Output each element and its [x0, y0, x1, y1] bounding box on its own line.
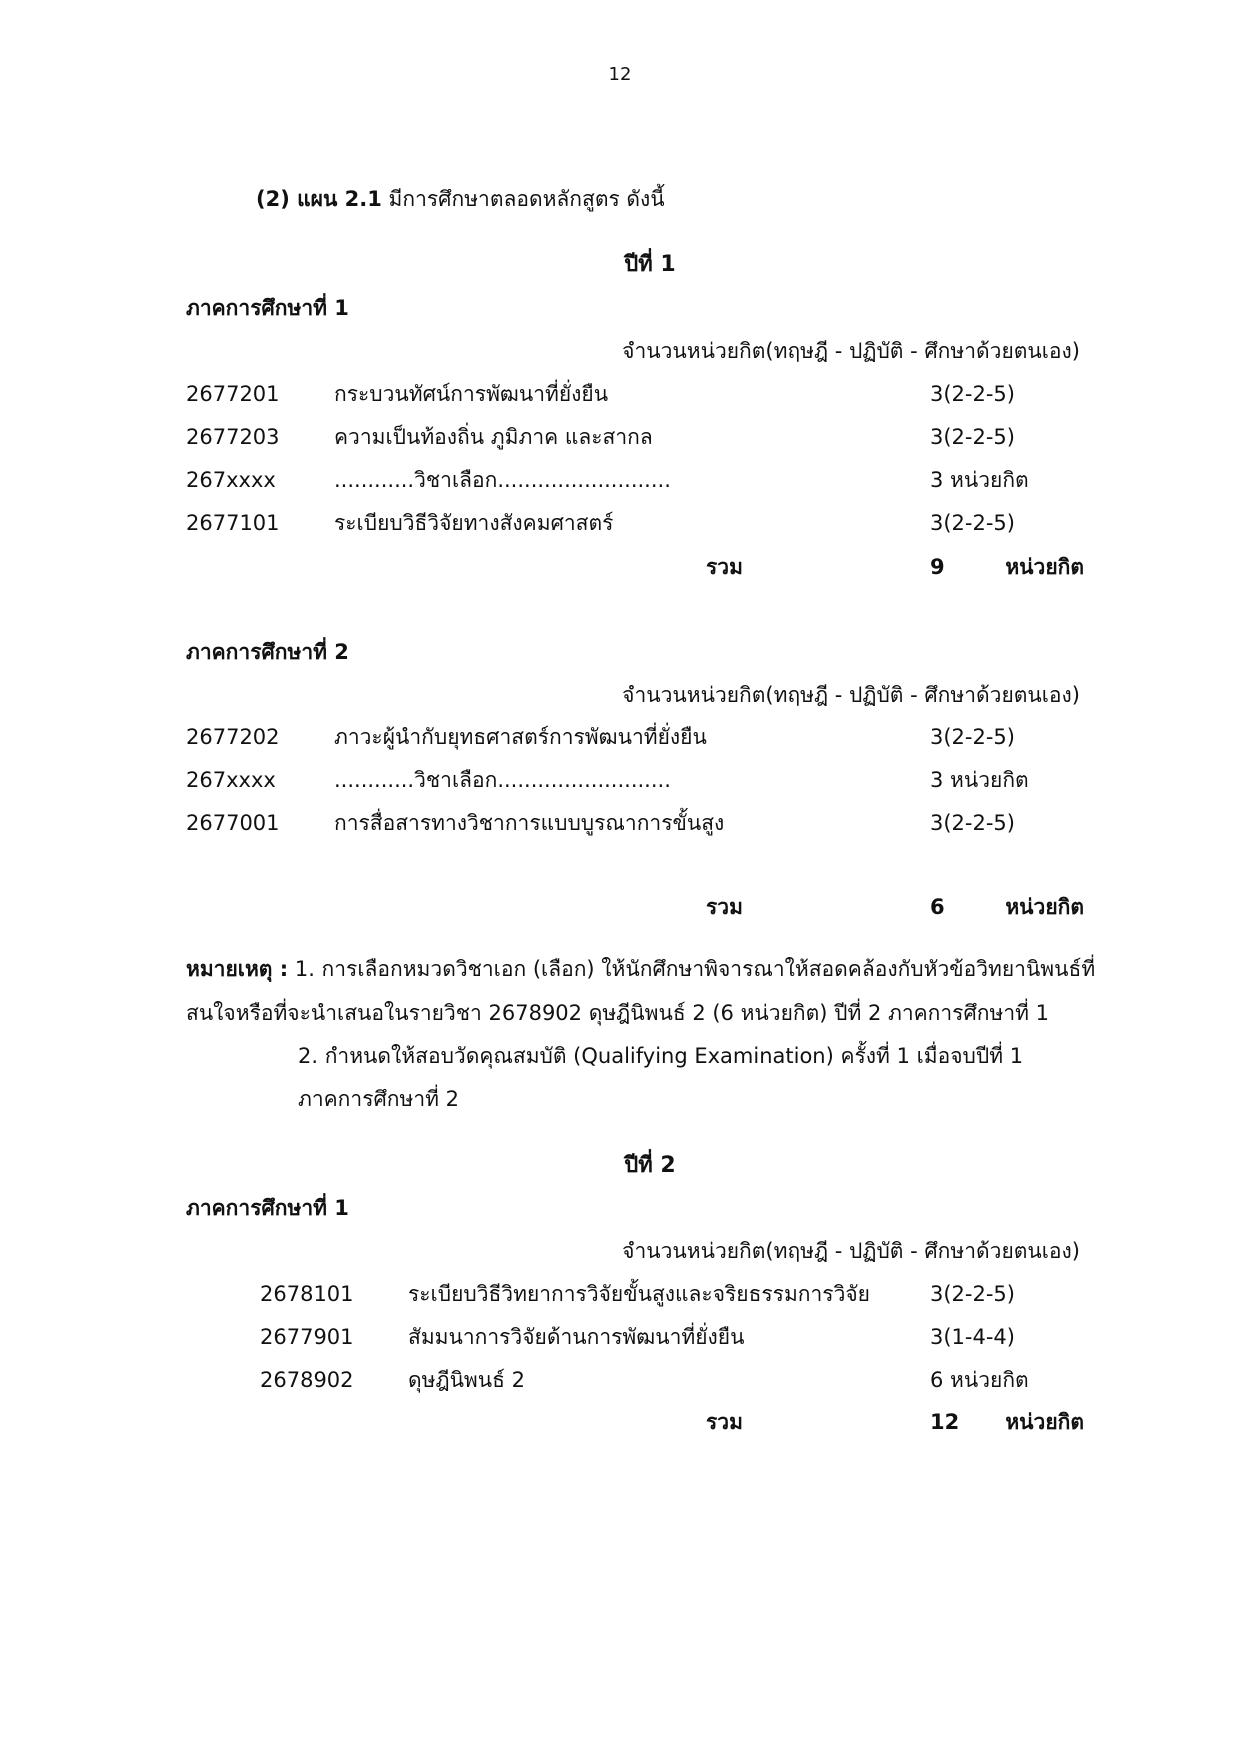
course-name: ............วิชาเลือก.......................... [334, 468, 671, 492]
note-line-4: ภาคการศึกษาที่ 2 [298, 1087, 460, 1111]
credit-header: จำนวนหน่วยกิต(ทฤษฎี - ปฏิบัติ - ศึกษาด้วยตนเอง) [622, 683, 1080, 707]
sum-label: รวม [706, 895, 743, 919]
sum-unit: หน่วยกิต [1005, 1410, 1084, 1434]
course-code: 267xxxx [186, 468, 276, 492]
course-name: ภาวะผู้นำกับยุทธศาสตร์การพัฒนาที่ยั่งยืน [334, 725, 707, 749]
sum-label: รวม [706, 555, 743, 579]
course-name: ............วิชาเลือก.......................... [334, 768, 671, 792]
course-code: 2678902 [260, 1368, 354, 1392]
course-credit: 3(2-2-5) [930, 425, 1015, 449]
course-code: 267xxxx [186, 768, 276, 792]
plan-intro [256, 189, 665, 210]
course-code: 2678101 [260, 1282, 354, 1306]
credit-header: จำนวนหน่วยกิต(ทฤษฎี - ปฏิบัติ - ศึกษาด้วยตนเอง) [622, 1239, 1080, 1263]
sum-label: รวม [706, 1410, 743, 1434]
note-text: 1. การเลือกหมวดวิชาเอก (เลือก) ให้นักศึกษาพิจารณาให้สอดคล้องกับหัวข้อวิทยานิพนธ์ที่ [294, 957, 1096, 981]
year-2-title: ปีที่ 2 [624, 1153, 676, 1178]
note-line-3: 2. กำหนดให้สอบวัดคุณสมบัติ (Qualifying Examination) ครั้งที่ 1 เมื่อจบปีที่ 1 [298, 1044, 1024, 1068]
course-code: 2677202 [186, 725, 280, 749]
course-credit: 3(2-2-5) [930, 1282, 1015, 1306]
course-credit: 3(2-2-5) [930, 811, 1015, 835]
note-line-2: สนใจหรือที่จะนำเสนอในรายวิชา 2678902 ดุษฎีนิพนธ์ 2 (6 หน่วยกิต) ปีที่ 2 ภาคการศึกษาที่ 1 [186, 1001, 1050, 1025]
sum-value: 9 [930, 555, 945, 579]
course-name: กระบวนทัศน์การพัฒนาที่ยั่งยืน [334, 382, 609, 406]
course-code: 2677001 [186, 811, 280, 835]
year-2-semester-1-title: ภาคการศึกษาที่ 1 [186, 1196, 349, 1220]
sum-value: 6 [930, 895, 945, 919]
note-label: หมายเหตุ : [186, 957, 289, 981]
course-name: ระเบียบวิธีวิทยาการวิจัยขั้นสูงและจริยธรรมการวิจัย [408, 1282, 870, 1306]
year-1-semester-2-title: ภาคการศึกษาที่ 2 [186, 640, 349, 664]
course-credit: 3(2-2-5) [930, 511, 1015, 535]
course-code: 2677201 [186, 382, 280, 406]
course-name: ระเบียบวิธีวิจัยทางสังคมศาสตร์ [334, 511, 614, 535]
plan-intro-prefix: (2) แผน 2.1 [256, 187, 382, 211]
course-credit: 3(1-4-4) [930, 1325, 1015, 1349]
sum-unit: หน่วยกิต [1005, 555, 1084, 579]
year-1-semester-1-title: ภาคการศึกษาที่ 1 [186, 296, 349, 320]
course-code: 2677101 [186, 511, 280, 535]
course-credit: 6 หน่วยกิต [930, 1368, 1029, 1392]
course-credit: 3(2-2-5) [930, 725, 1015, 749]
course-code: 2677203 [186, 425, 280, 449]
course-code: 2677901 [260, 1325, 354, 1349]
credit-header: จำนวนหน่วยกิต(ทฤษฎี - ปฏิบัติ - ศึกษาด้วยตนเอง) [622, 339, 1080, 363]
course-name: สัมมนาการวิจัยด้านการพัฒนาที่ยั่งยืน [408, 1325, 745, 1349]
course-name: ดุษฎีนิพนธ์ 2 [408, 1368, 525, 1392]
note-line-1 [186, 959, 1095, 980]
year-1-title: ปีที่ 1 [624, 252, 676, 277]
sum-value: 12 [930, 1410, 960, 1434]
course-credit: 3 หน่วยกิต [930, 468, 1029, 492]
course-name: ความเป็นท้องถิ่น ภูมิภาค และสากล [334, 425, 653, 449]
course-credit: 3(2-2-5) [930, 382, 1015, 406]
page-number: 12 [608, 64, 632, 85]
sum-unit: หน่วยกิต [1005, 895, 1084, 919]
course-name: การสื่อสารทางวิชาการแบบบูรณาการขั้นสูง [334, 811, 725, 835]
course-credit: 3 หน่วยกิต [930, 768, 1029, 792]
plan-intro-text: มีการศึกษาตลอดหลักสูตร ดังนี้ [388, 187, 665, 211]
